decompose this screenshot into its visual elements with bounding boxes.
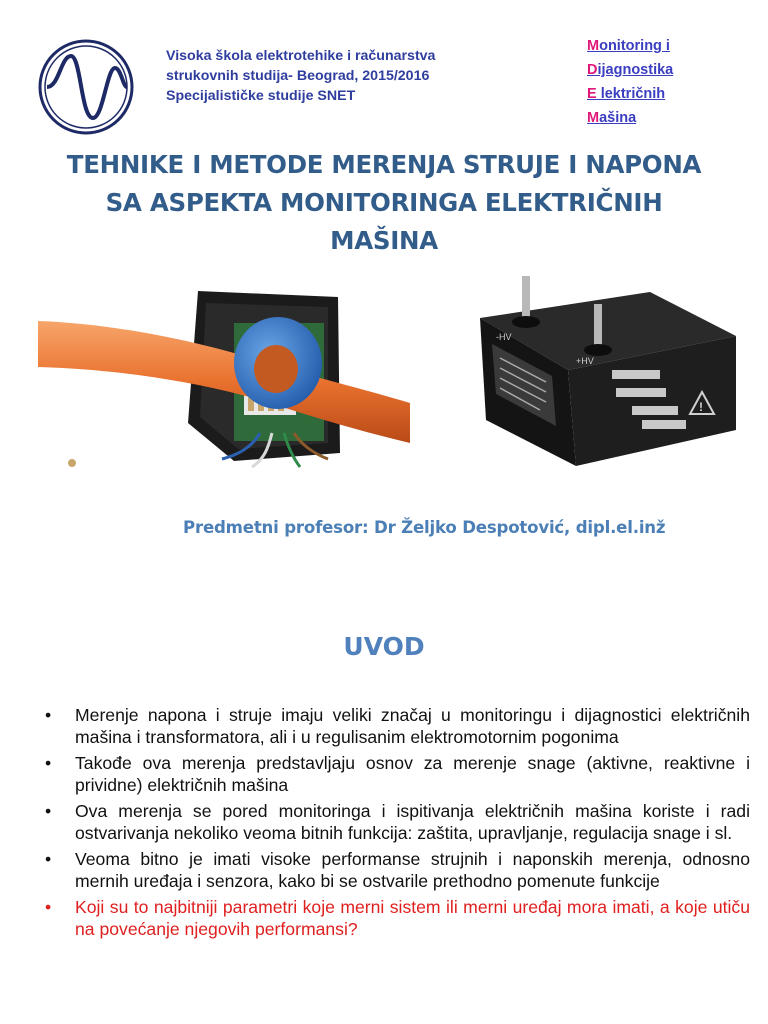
minus-hv-label: -HV: [496, 332, 512, 342]
brand-rest-3: lektričnih: [596, 86, 666, 102]
voltage-transducer-photo: [436, 270, 758, 480]
professor-name: Predmetni profesor: Dr Željko Despotović, dipl.el.inž: [183, 518, 666, 537]
institution-block: [166, 46, 435, 106]
brand-rest-2: ijagnostika: [597, 62, 674, 78]
brand-rest-4: ašina: [599, 110, 637, 126]
bullet-question-item: • Koji su to najbitniji parametri koje merni sistem ili merni uređaj mora imati, a koje utiču na povećanje njegovih performansi?: [42, 896, 750, 940]
bullet-item: • Merenje napona i struje imaju veliki značaj u monitoringu i dijagnostici električnih mašina i transformatora, ali i u regulisanim elektromotornim pogonima: [42, 704, 750, 748]
brand-line-3: [587, 82, 673, 106]
brand-cap-m2: M: [587, 110, 600, 126]
current-sensor-photo: [38, 283, 410, 469]
brand-line-2: [587, 58, 673, 82]
brand-rest-1: onitoring i: [599, 38, 670, 54]
institution-line-1: Visoka škola elektrotehike i računarstva: [166, 48, 436, 64]
bullet-item: • Ova merenja se pored monitoringa i ispitivanja električnih mašina koriste i radi ostvarivanja nekoliko veoma bitnih funkcija: zaštita, upravljanje, regulacija snage i sl.: [42, 800, 750, 844]
institution-line-2: strukovnih studija- Beograd, 2015/2016: [166, 68, 430, 84]
brand-cap-e: E: [587, 86, 597, 102]
current-sensor-image-icon: [38, 283, 410, 469]
sine-wave-logo-icon: [37, 38, 135, 136]
voltage-transducer-image-icon: [436, 270, 758, 480]
plus-hv-label: +HV: [576, 356, 594, 366]
institution-line-3: Specijalističke studije SNET: [166, 88, 356, 104]
intro-bullet-list: [42, 704, 750, 944]
section-title: UVOD: [343, 632, 425, 661]
brand-line-1: [587, 34, 673, 58]
bullet-item: • Veoma bitno je imati visoke performanse strujnih i naponskih merenja, odnosno mernih uređaja i senzora, kako bi se ostvarile prethodno pomenute funkcije: [42, 848, 750, 892]
svg-text:!: !: [699, 400, 703, 414]
brand-cap-d: D: [587, 62, 598, 78]
slide-title: TEHNIKE I METODE MERENJA STRUJE I NAPONA SA ASPEKTA MONITORINGA ELEKTRIČNIH MAŠINA: [66, 150, 702, 255]
course-brand: [587, 34, 673, 130]
school-logo: [37, 38, 135, 136]
brand-cap-m: M: [587, 38, 600, 54]
brand-line-4: [587, 106, 673, 130]
bullet-item: • Takođe ova merenja predstavljaju osnov za merenje snage (aktivne, reaktivne i prividne) električnih mašina: [42, 752, 750, 796]
